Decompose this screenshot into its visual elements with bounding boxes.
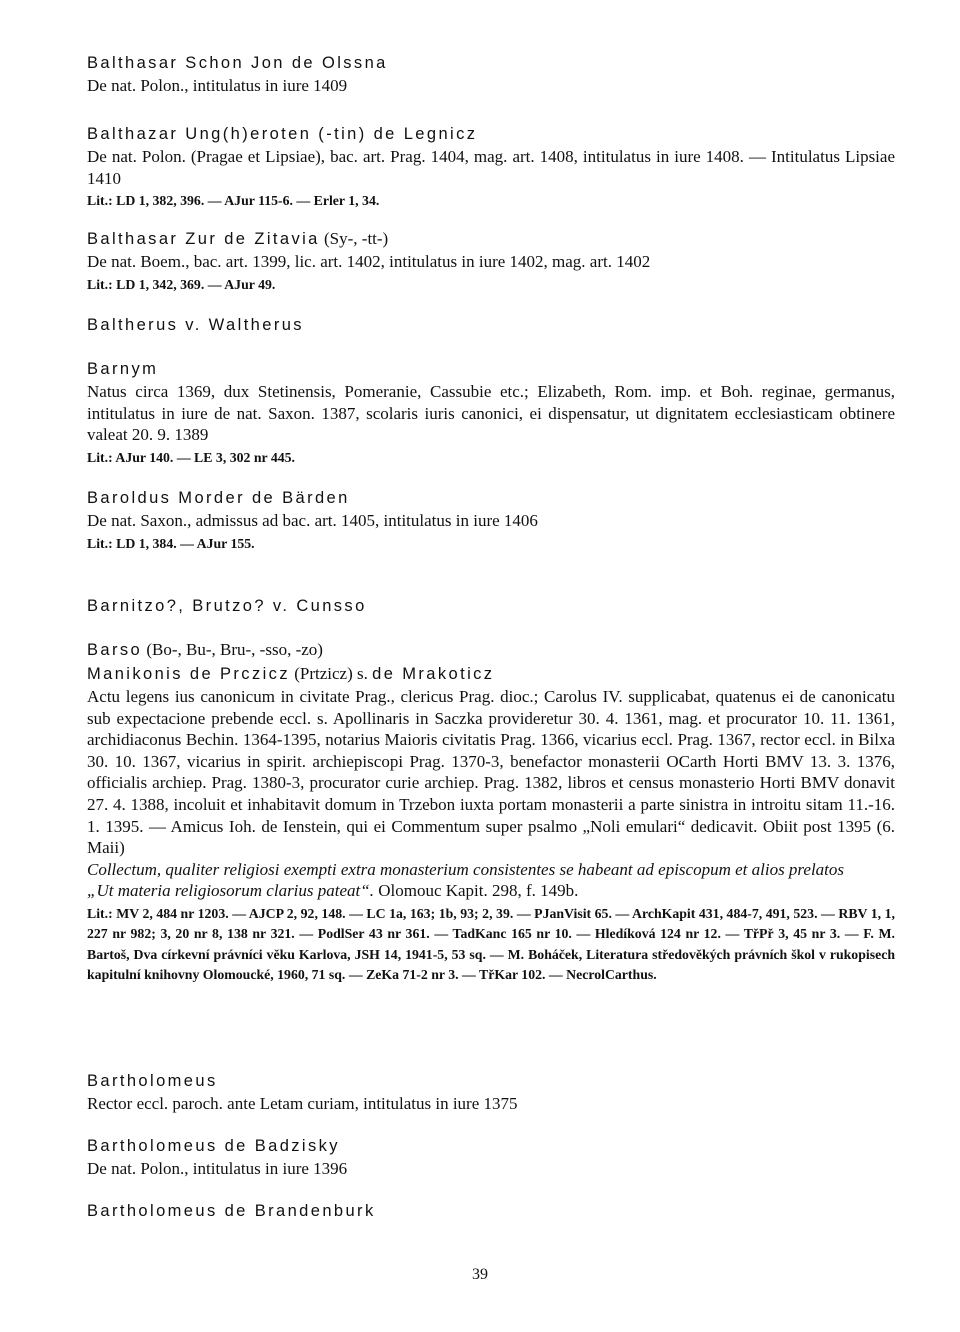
heading-variants: (Bo-, Bu-, Bru-, -sso, -zo): [142, 640, 323, 659]
entry-heading: Baltherus v. Waltherus: [87, 316, 304, 334]
entry-heading: [87, 638, 895, 662]
entry-body: Natus circa 1369, dux Stetinensis, Pomeranie, Cassubie etc.; Elizabeth, Rom. imp. et Boh. reginae, germanus, intitulatus in iure de nat. Saxon. 1387, scolaris iuris canonici, ei dispensatur, ut dignitatem ecclesiasticam obtinere valeat 20. 9. 1389: [87, 382, 895, 445]
entry-body: De nat. Polon. (Pragae et Lipsiae), bac. art. Prag. 1404, mag. art. 1408, intitulatus in iure 1408. — Intitulatus Lipsiae 1410: [87, 147, 895, 188]
entry-balthasar-schon: [87, 52, 895, 97]
entry-bartholomeus-brandenburk: [87, 1200, 895, 1223]
entry-body: De nat. Saxon., admissus ad bac. art. 1405, intitulatus in iure 1406: [87, 511, 538, 530]
entry-heading: Balthasar Schon Jon de Olssna: [87, 54, 388, 72]
entry-barso: [87, 638, 895, 986]
page-number: 39: [472, 1266, 488, 1283]
entry-heading: Barnym: [87, 360, 159, 378]
work-title-ut-materia: [87, 880, 895, 902]
entry-body: De nat. Polon., intitulatus in iure 1409: [87, 76, 348, 95]
heading-variants: (Sy-, -tt-): [319, 229, 389, 248]
entry-literature: Lit.: AJur 140. — LE 3, 302 nr 445.: [87, 449, 295, 465]
entry-heading: Balthazar Ung(h)eroten (-tin) de Legnicz: [87, 125, 478, 143]
work-incipit: „Ut materia religiosorum clarius pateat“.: [87, 881, 374, 901]
entry-barnym: [87, 358, 895, 468]
work-title-collectum: Collectum, qualiter religiosi exempti extra monasterium consistentes se habeant ad episcopum et alios prelatos: [87, 859, 845, 879]
entry-subheading: [87, 662, 895, 686]
entry-literature: Lit.: LD 1, 342, 369. — AJur 49.: [87, 276, 276, 292]
work-shelfmark: Olomouc Kapit. 298, f. 149b.: [373, 881, 579, 901]
entry-body: De nat. Polon., intitulatus in iure 1396: [87, 1159, 348, 1178]
entry-body: De nat. Boem., bac. art. 1399, lic. art. 1402, intitulatus in iure 1402, mag. art. 1402: [87, 252, 651, 271]
entry-barnitzo: [87, 595, 367, 618]
entry-literature: Lit.: LD 1, 382, 396. — AJur 115-6. — Erler 1, 34.: [87, 193, 380, 209]
entry-body: Rector eccl. paroch. ante Letam curiam, intitulatus in iure 1375: [87, 1094, 518, 1113]
entry-literature: Lit.: MV 2, 484 nr 1203. — AJCP 2, 92, 148. — LC 1a, 163; 1b, 93; 2, 39. — PJanVisit 65. — ArchKapit 431, 484-7, 491, 523. — RBV 1, 1, 227 nr 982; 3, 20 nr 8, 138 nr 321. — PodlSer 43 nr 361. — TadKanc 165 nr 10. — Hledíková 124 nr 12. — TřPř 3, 45 nr 3. — F. M. Bartoš, Dva církevní právníci věku Karlova, JSH 14, 1941-5, 53 sq. — M. Boháček, Literatura středověkých právních škol v rukopisech kapitulní knihovny Olomoucké, 1960, 71 sq. — ZeKa 71-2 nr 3. — TřKar 102. — NecrolCarthus.: [87, 905, 895, 983]
subheading-name: Manikonis de Prczicz: [87, 665, 290, 683]
heading-name: Balthasar Zur de Zitavia: [87, 230, 320, 248]
entry-baroldus: [87, 487, 895, 554]
entry-bartholomeus: [87, 1070, 895, 1115]
entry-balthazar-ungheroten: [87, 123, 895, 212]
entry-baltherus: [87, 314, 304, 337]
heading-name: Barso: [87, 641, 143, 659]
entry-body: Actu legens ius canonicum in civitate Prag., clericus Prag. dioc.; Carolus IV. supplicabat, quatenus ei de canonicatu sub expectacione prebende eccl. s. Apollinaris in Saczka provideretur 30. 4. 1361, mag. et procurator 10. 11. 1361, archidiaconus Bechin. 1364-1395, notarius Maioris civitatis Prag. 1366, vicarius eccl. Prag. 1367, rector eccl. in Bilxa 30. 10. 1367, vicarius in spirit. archiepiscopi Prag. 1370-3, benefactor monasterii OCarth Horti BMV 13. 3. 1376, officialis archiep. Prag. 1380-3, procurator curie archiep. Prag. 1382, libros et census monasterio Horti BMV donavit 27. 4. 1388, incoluit et inhabitavit domum in Trzebon iuxta portam monasterii a parte sinistra in introitu sitam 11.-16. 1. 1395. — Amicus Ioh. de Ienstein, qui ei Commentum super psalmo „Noli emulari“ dedicavit. Obiit post 1395 (6. Maii): [87, 687, 895, 858]
entry-bartholomeus-badzisky: [87, 1135, 895, 1180]
entry-heading: Bartholomeus de Badzisky: [87, 1137, 340, 1155]
entry-heading: Baroldus Morder de Bärden: [87, 489, 350, 507]
subheading-origin: de Mrakoticz: [372, 665, 495, 683]
entry-literature: Lit.: LD 1, 384. — AJur 155.: [87, 535, 255, 551]
entry-heading: Barnitzo?, Brutzo? v. Cunsso: [87, 597, 367, 615]
entry-heading: [87, 227, 895, 251]
entry-balthasar-zur: [87, 227, 895, 295]
subheading-variants: (Prtzicz) s.: [289, 664, 373, 683]
entry-heading: Bartholomeus de Brandenburk: [87, 1202, 376, 1220]
entry-heading: Bartholomeus: [87, 1072, 218, 1090]
